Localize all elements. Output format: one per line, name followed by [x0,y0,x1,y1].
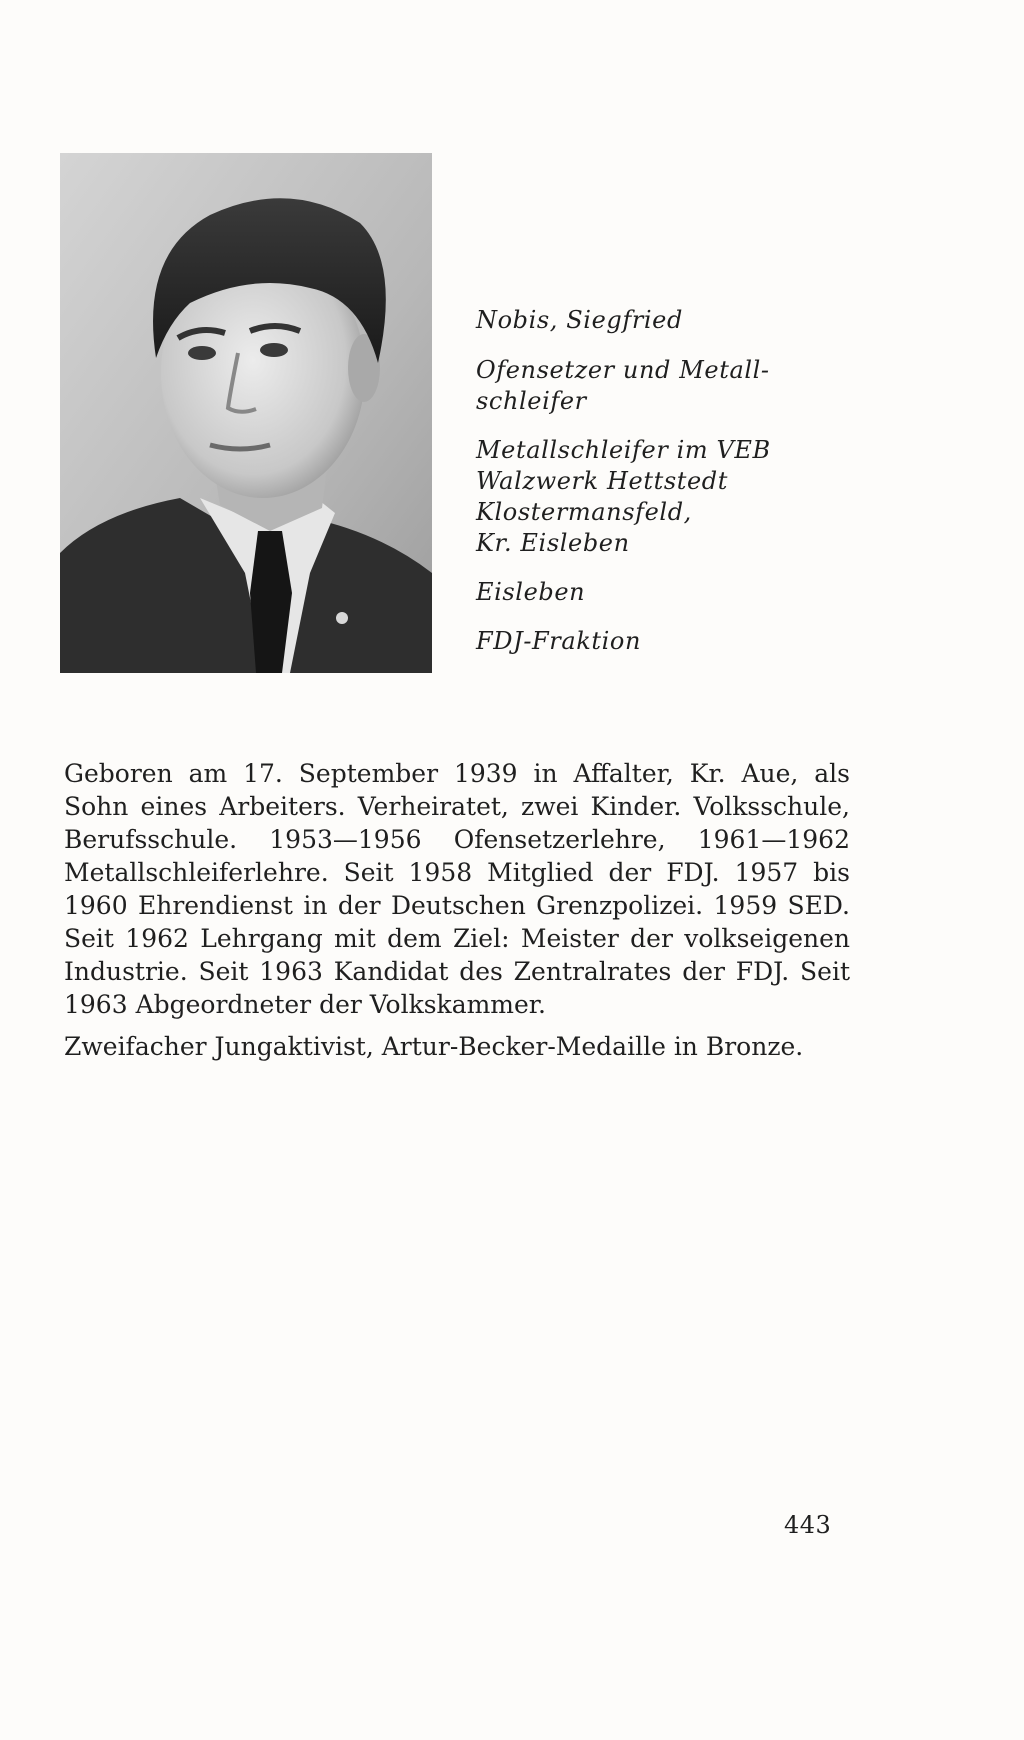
profession-line-2: schleifer [476,387,587,415]
awards-text: Zweifacher Jungaktivist, Artur-Becker-Medaille in Bronze. [64,1032,804,1061]
workplace-line-1: Metallschleifer im VEB [476,436,771,464]
biography [64,757,850,1063]
city: Eisleben [476,578,586,606]
profile-info [476,305,806,675]
workplace [476,435,806,559]
workplace-line-4: Kr. Eisleben [476,529,630,557]
person-name: Nobis, Siegfried [476,306,683,334]
workplace-line-3: Klostermansfeld, [476,498,692,526]
faction: FDJ-Fraktion [476,627,642,655]
profession-line-1: Ofensetzer und Metall- [476,356,770,384]
page-number: 443 [784,1511,832,1539]
portrait-illustration [60,153,432,673]
workplace-line-2: Walzwerk Hettstedt [476,467,728,495]
profession [476,355,806,417]
biography-text: Geboren am 17. September 1939 in Affalter, Kr. Aue, als Sohn eines Arbeiters. Verheiratet, zwei Kinder. Volksschule, Berufsschule. 1953—1956 Ofensetzerlehre, 1961—1962 Metallschleiferlehre. Seit 1958 Mitglied der FDJ. 1957 bis 1960 Ehrendienst in der Deutschen Grenzpolizei. 1959 SED. Seit 1962 Lehrgang mit dem Ziel: Meister der volkseigenen Industrie. Seit 1963 Kandidat des Zentralrates der FDJ. Seit 1963 Abgeordneter der Volkskammer. [64,759,850,1019]
portrait-photo [60,153,432,673]
